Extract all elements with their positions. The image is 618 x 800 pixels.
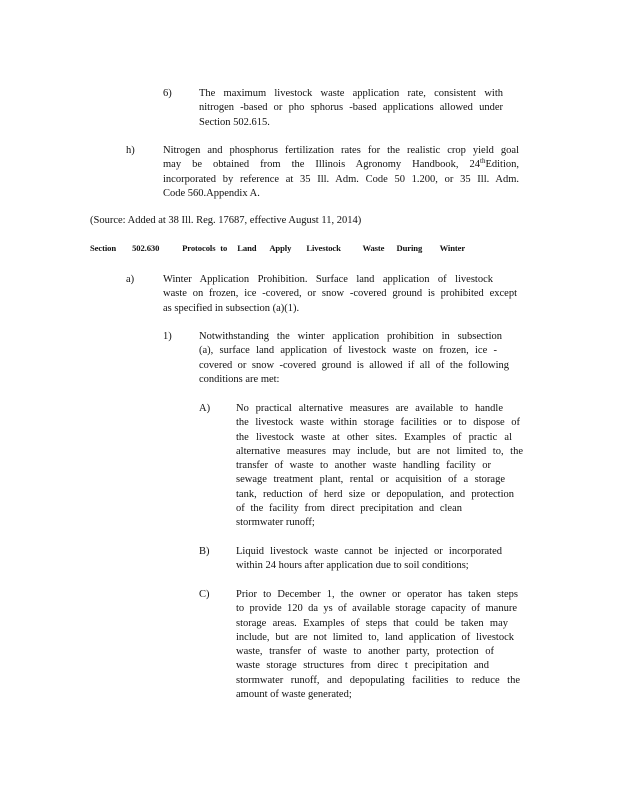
text-line: (a), surface land application of livestock waste on frozen, ice -: [199, 345, 497, 357]
text-line: amount of waste generated;: [236, 689, 352, 701]
item-h-text: [163, 144, 519, 201]
item-6-label: 6): [163, 88, 172, 99]
text-line: waste, transfer of waste to another party, protection of: [236, 646, 494, 658]
text-line: storage areas. Examples of steps that could be taken may: [236, 617, 508, 629]
item-A-label: A): [199, 403, 211, 414]
item-1-label: 1): [163, 331, 172, 342]
text-line: stormwater runoff;: [236, 517, 315, 529]
text-line: nitrogen -based or pho sphorus -based applications allowed under: [199, 102, 503, 114]
text-fragment: Edition,: [485, 159, 519, 171]
text-line: the livestock waste at other sites. Examples of practic al: [236, 431, 512, 443]
text-line: Section 502.615.: [199, 116, 270, 128]
text-line: covered or snow -covered ground is allowed if all of the following: [199, 359, 509, 371]
item-6-text: [199, 87, 503, 130]
superscript: th: [480, 157, 486, 166]
text-line: waste on frozen, ice -covered, or snow -covered ground is prohibited except: [163, 288, 517, 300]
text-line: No practical alternative measures are available to handle: [236, 403, 503, 414]
text-line: stormwater runoff, and depopulating facilities to reduce the: [236, 674, 520, 686]
text-line-with-superscript: [163, 158, 519, 172]
text-fragment: may be obtained from the Illinois Agronomy Handbook, 24: [163, 159, 480, 171]
item-C-label: C): [199, 589, 210, 600]
item-A-text: [236, 402, 523, 531]
text-line: sewage treatment plant, rental or acquisition of a storage: [236, 474, 505, 486]
section-title-word: to: [220, 243, 228, 253]
text-line: transfer of waste to another waste handling facility or: [236, 460, 491, 472]
text-line: include, but are not limited to, land application of livestock: [236, 631, 514, 643]
item-B-label: B): [199, 546, 210, 557]
text-line: incorporated by reference at 35 Ill. Adm. Code 50 1.200, or 35 Ill. Adm.: [163, 173, 519, 185]
section-title-word: Livestock: [306, 243, 341, 253]
text-line: The maximum livestock waste application rate, consistent with: [199, 88, 503, 99]
text-line: conditions are met:: [199, 373, 280, 385]
item-B-text: [236, 545, 516, 574]
item-h-label: h): [126, 145, 135, 156]
text-line: Winter Application Prohibition. Surface land application of livestock: [163, 274, 493, 285]
section-title-word: Protocols: [182, 243, 216, 253]
section-number: 502.630: [132, 243, 160, 253]
text-line: of the facility from direct precipitation and clean: [236, 503, 462, 515]
text-line: as specified in subsection (a)(1).: [163, 302, 300, 314]
item-a-label: a): [126, 274, 135, 285]
text-line: Liquid livestock waste cannot be injected or incorporated: [236, 546, 502, 557]
text-line: Code 560.Appendix A.: [163, 187, 260, 199]
section-title-word: Waste: [362, 243, 385, 253]
item-a-text: [163, 273, 517, 316]
text-line: to provide 120 da ys of available storage capacity of manure: [236, 603, 517, 615]
source-note: (Source: Added at 38 Ill. Reg. 17687, effective August 11, 2014): [90, 215, 362, 226]
item-C-text: [236, 588, 520, 702]
text-line: alternative measures may include, but are not limited to, the: [236, 445, 523, 457]
text-line: the livestock waste within storage facilities or to dispose of: [236, 417, 520, 429]
text-line: within 24 hours after application due to soil conditions;: [236, 560, 469, 572]
text-line: Prior to December 1, the owner or operator has taken steps: [236, 589, 518, 600]
section-word: Section: [90, 243, 117, 253]
text-line: tank, reduction of herd size or depopulation, and protection: [236, 488, 514, 500]
item-1-text: [199, 330, 509, 387]
text-line: Nitrogen and phosphorus fertilization rates for the realistic crop yield goal: [163, 145, 519, 156]
section-title-word: Land: [237, 243, 257, 253]
section-title-word: Winter: [439, 243, 466, 253]
section-heading: [90, 243, 465, 253]
text-line: waste storage structures from direc t precipitation and: [236, 660, 489, 672]
section-title-word: Apply: [269, 243, 292, 253]
text-line: Notwithstanding the winter application prohibition in subsection: [199, 331, 502, 342]
section-title-word: During: [396, 243, 423, 253]
